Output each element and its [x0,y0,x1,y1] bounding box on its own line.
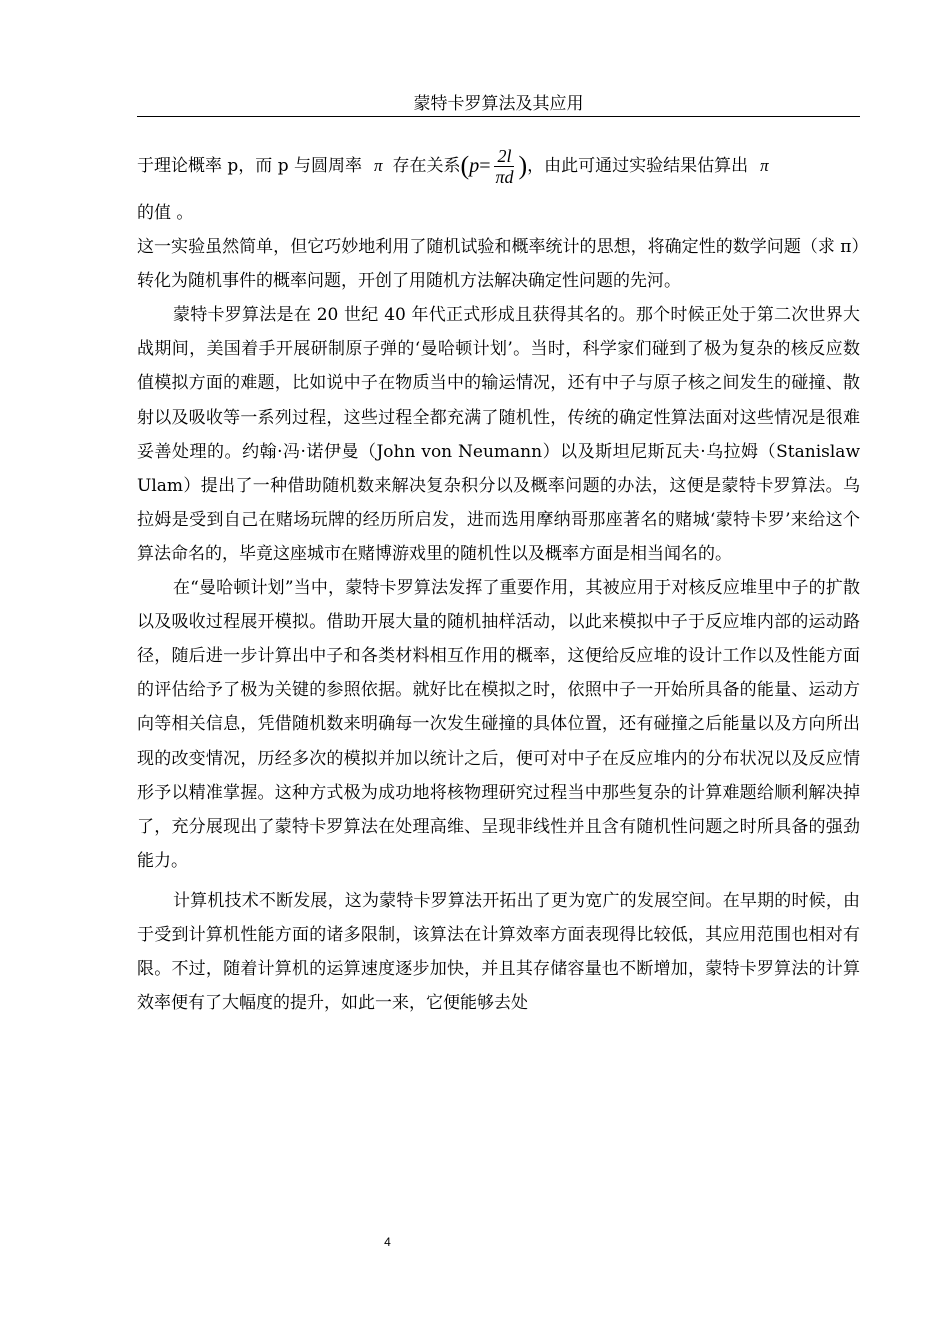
formula-variable-p: p [469,155,480,177]
page-number: 4 [384,1235,391,1249]
paragraph-computers: 计算机技术不断发展，这为蒙特卡罗算法开拓出了更为宽广的发展空间。在早期的时候，由于受到计算机性能方面的诸多限制，该算法在计算效率方面表现得比较低，其应用范围也相对有限。不过，随着计算机的运算速度逐步加快，并且其存储容量也不断增加，蒙特卡罗算法的计算效率便有了大幅度的提升，如此一来，它便能够去处 [137,890,860,1014]
formula-line-text-before: 于理论概率 p，而 p 与圆周率 [137,156,362,176]
formula-line [137,140,860,192]
left-paren: ( [460,151,470,180]
paragraph-manhattan: 在“曼哈顿计划”当中，蒙特卡罗算法发挥了重要作用，其被应用于对核反应堆里中子的扩散以及吸收过程展开模拟。借助开展大量的随机抽样活动，以此来模拟中子于反应堆内部的运动路径，随后进一步计算出中子和各类材料相互作用的概率，这便给反应堆的设计工作以及性能方面的评估给予了极为关键的参照依据。就好比在模拟之时，依照中子一开始所具备的能量、运动方向等相关信息，凭借随机数来明确每一次发生碰撞的具体位置，还有碰撞之后能量以及方向所出现的改变情况，历经多次的模拟并加以统计之后，便可对中子在反应堆内的分布状况以及反应情形予以精准掌握。这种方式极为成功地将核物理研究过程当中那些复杂的计算难题给顺利解决掉了，充分展现出了蒙特卡罗算法在处理高维、呈现非线性并且含有随机性问题之时所具备的强劲能力。 [137,578,860,871]
formula-equals: = [479,155,491,177]
running-header-title: 蒙特卡罗算法及其应用 [413,94,584,114]
header-rule [137,116,860,117]
inline-formula [461,140,528,192]
formula-line-text-after: ，由此可通过实验结果估算出 [527,156,749,176]
body-text [137,140,860,1020]
paragraph-origin: 蒙特卡罗算法是在 20 世纪 40 年代正式形成且获得其名的。那个时候正处于第二次世界大战期间，美国着手开展研制原子弹的‘曼哈顿计划’。当时，科学家们碰到了极为复杂的核反应数值模拟方面的难题，比如说中子在物质当中的输运情况，还有中子与原子核之间发生的碰撞、散射以及吸收等一系列过程，这些过程全都充满了随机性，传统的确定性算法面对这些情况是很难妥善处理的。约翰·冯·诺伊曼（John von Neumann）以及斯坦尼斯瓦夫·乌拉姆（Stanislaw Ulam）提出了一种借助随机数来解决复杂积分以及概率问题的办法，这便是蒙特卡罗算法。乌拉姆是受到自己在赌场玩牌的经历所启发，进而选用摩纳哥那座著名的赌城‘蒙特卡罗’来给这个算法命名的，毕竟这座城市在赌博游戏里的随机性以及概率方面是相当闻名的。 [137,305,860,564]
right-paren: ) [518,151,528,180]
paragraph-value-tail: 的值 。 [137,203,194,223]
fraction-denominator: πd [495,166,514,187]
fraction-numerator: 2l [494,146,514,167]
pi-symbol-2: π [760,156,769,175]
formula-line-text-mid: 存在关系 [392,156,461,176]
paragraph-buffon-summary: 这一实验虽然简单，但它巧妙地利用了随机试验和概率统计的思想，将确定性的数学问题（求 π）转化为随机事件的概率问题，开创了用随机方法解决确定性问题的先河。 [137,237,860,292]
pi-symbol: π [373,156,383,175]
formula-fraction [492,146,516,187]
